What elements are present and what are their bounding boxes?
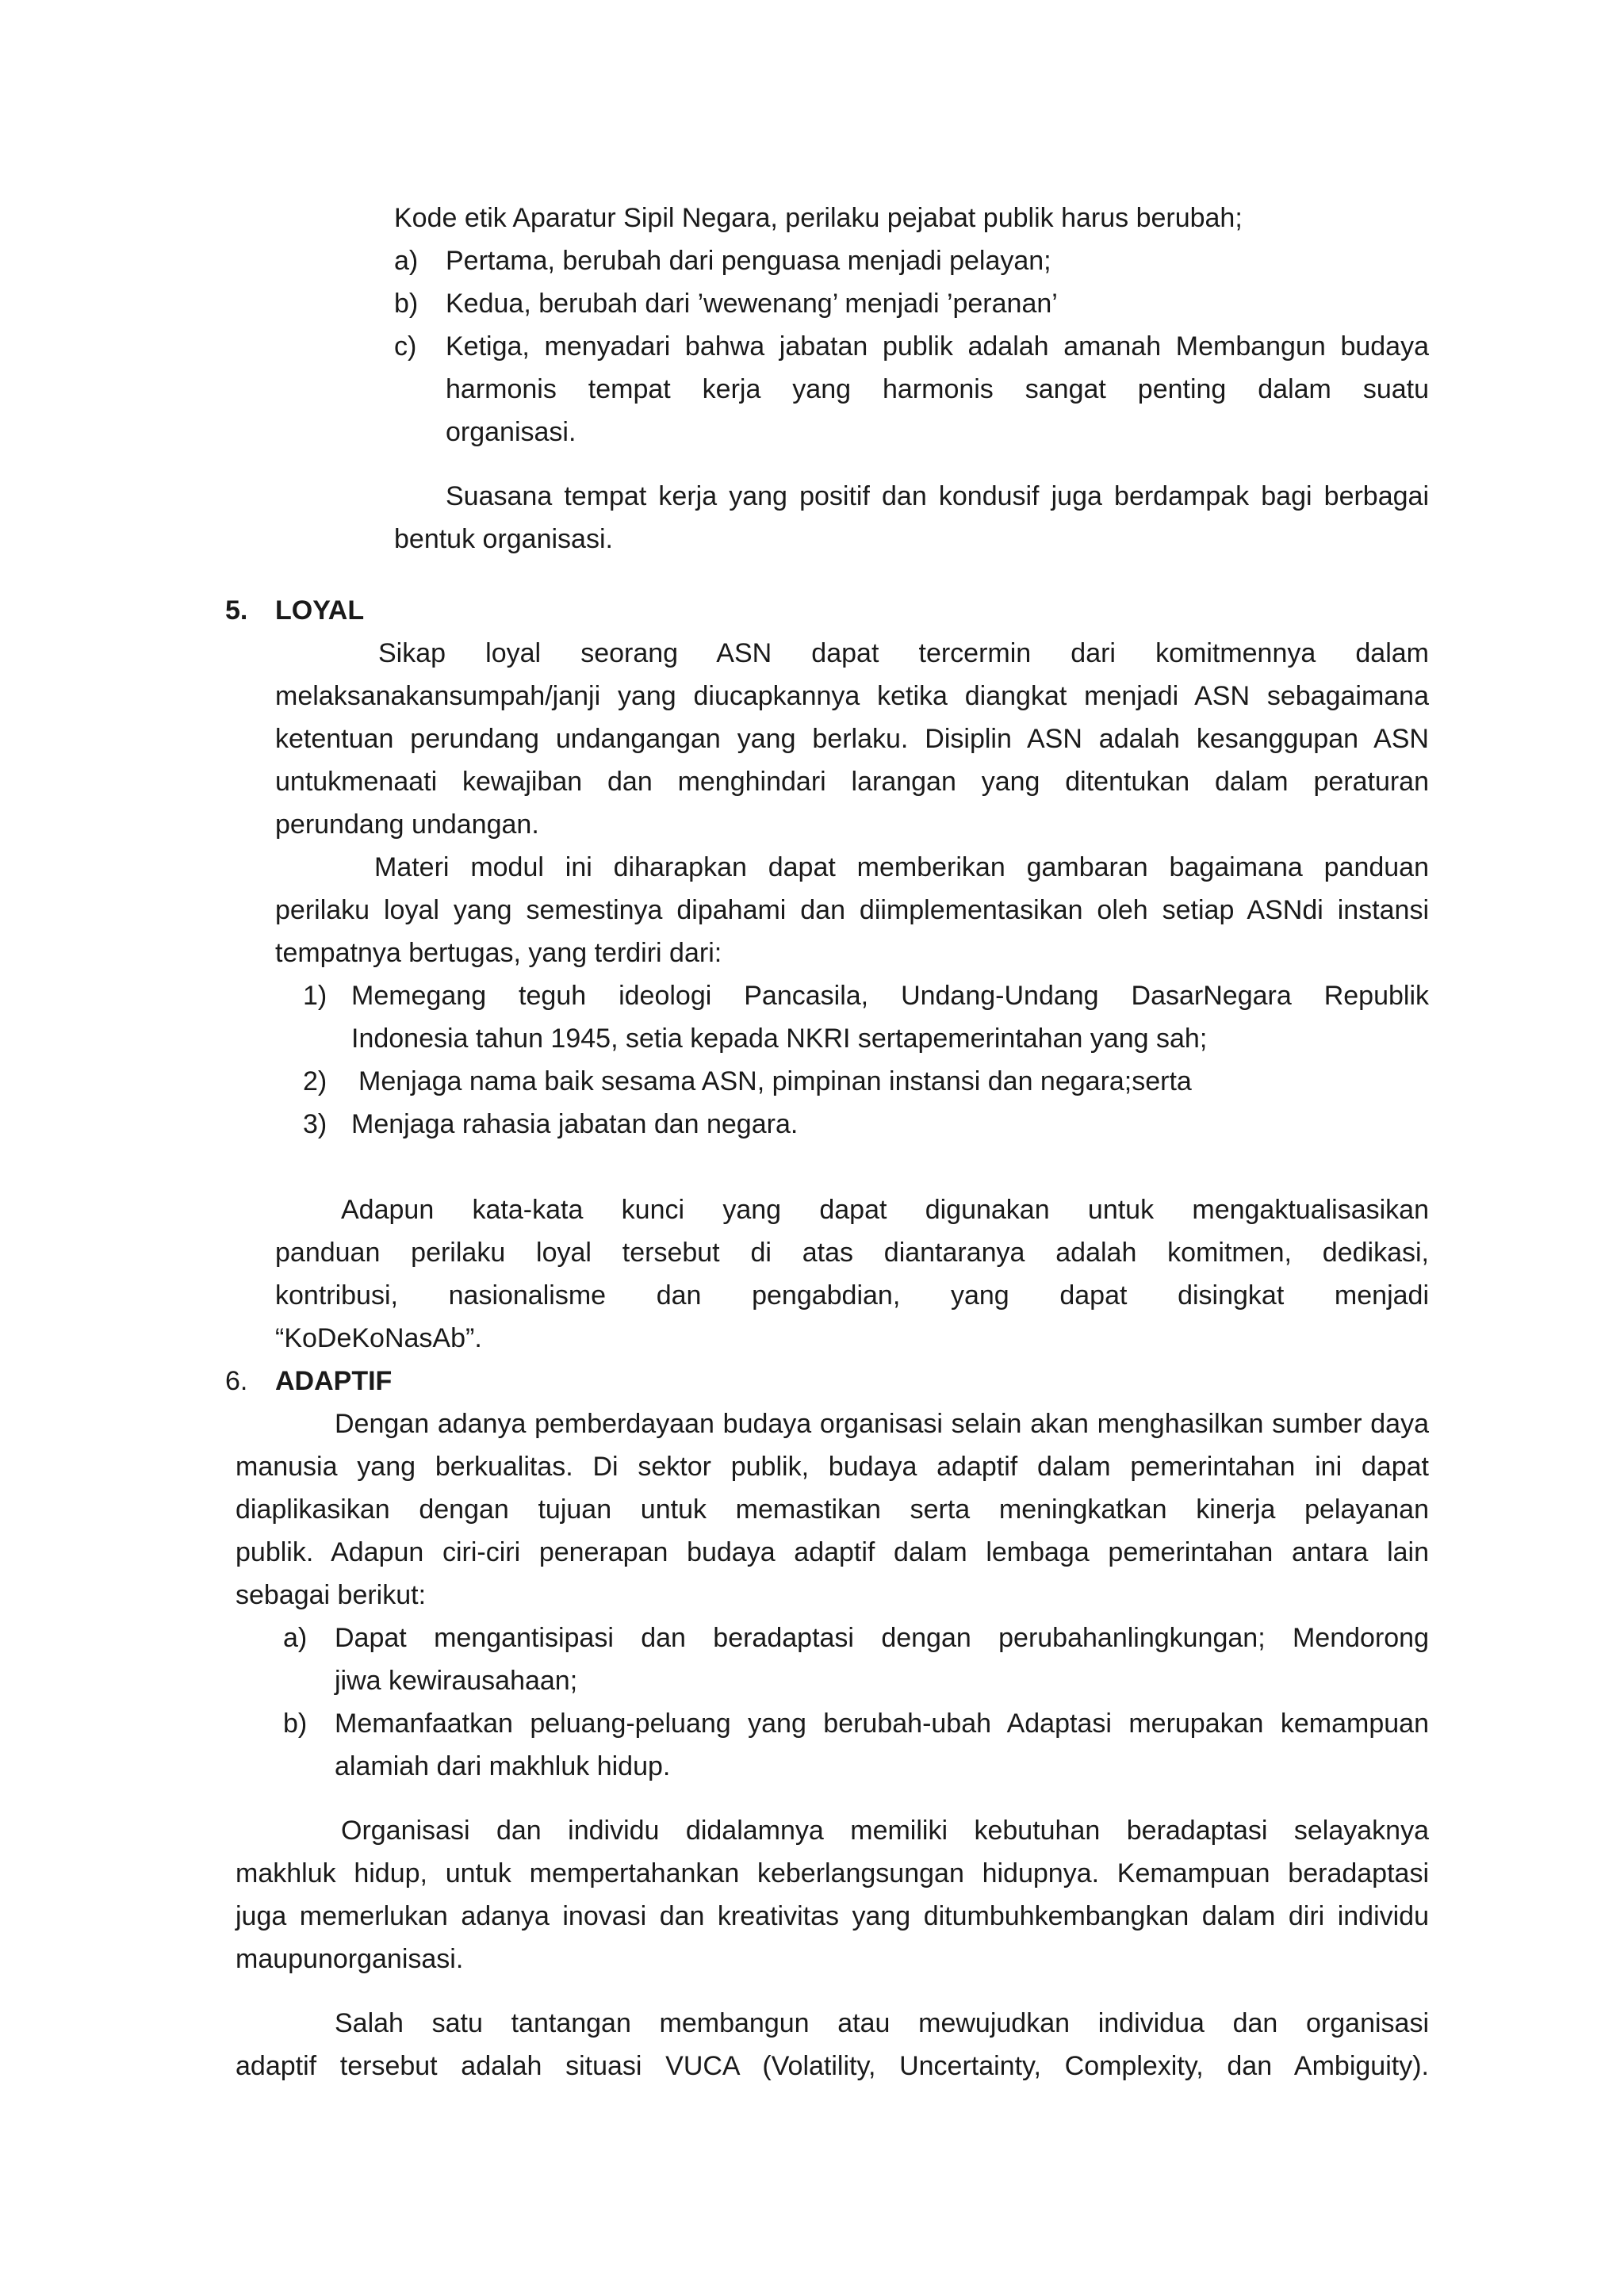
- list-marker: c): [394, 331, 417, 362]
- paragraph-line: adaptif tersebut adalah situasi VUCA (Volatility, Uncertainty, Complexity, dan Ambiguity).: [236, 2051, 1429, 2081]
- list-item-text: harmonis tempat kerja yang harmonis sangat penting dalam suatu: [446, 374, 1429, 404]
- intro-line: Kode etik Aparatur Sipil Negara, perilaku pejabat publik harus berubah;: [394, 203, 1243, 233]
- list-item-text: Kedua, berubah dari ’wewenang’ menjadi ’peranan’: [446, 289, 1058, 319]
- list-marker: 2): [303, 1066, 327, 1096]
- list-marker: a): [283, 1623, 308, 1653]
- paragraph-line: melaksanakansumpah/janji yang diucapkannya ketika diangkat menjadi ASN sebagaimana: [275, 681, 1429, 711]
- list-marker: 1): [303, 981, 327, 1011]
- paragraph-line: manusia yang berkualitas. Di sektor publik, budaya adaptif dalam pemerintahan ini dapat: [236, 1452, 1429, 1482]
- paragraph-line: ketentuan perundang undangangan yang berlaku. Disiplin ASN adalah kesanggupan ASN: [275, 724, 1429, 754]
- paragraph-line: juga memerlukan adanya inovasi dan kreativitas yang ditumbuhkembangkan dalam diri individu: [236, 1901, 1429, 1931]
- list-marker: b): [283, 1709, 308, 1739]
- paragraph-line: publik. Adapun ciri-ciri penerapan budaya adaptif dalam lembaga pemerintahan antara lain: [236, 1537, 1429, 1567]
- list-item-text: jiwa kewirausahaan;: [335, 1666, 578, 1696]
- list-item-text: Menjaga nama baik sesama ASN, pimpinan instansi dan negara;serta: [358, 1066, 1192, 1096]
- paragraph-line: maupunorganisasi.: [236, 1944, 464, 1974]
- paragraph-line: panduan perilaku loyal tersebut di atas diantaranya adalah komitmen, dedikasi,: [275, 1238, 1429, 1268]
- list-marker: b): [394, 289, 419, 319]
- paragraph-line: Adapun kata-kata kunci yang dapat digunakan untuk mengaktualisasikan: [341, 1195, 1429, 1225]
- list-item-text: Pertama, berubah dari penguasa menjadi pelayan;: [446, 246, 1051, 276]
- paragraph-line: Suasana tempat kerja yang positif dan kondusif juga berdampak bagi berbagai: [446, 481, 1429, 511]
- list-marker: 3): [303, 1109, 327, 1139]
- paragraph-line: untukmenaati kewajiban dan menghindari larangan yang ditentukan dalam peraturan: [275, 767, 1429, 797]
- paragraph-line: Organisasi dan individu didalamnya memiliki kebutuhan beradaptasi selayaknya: [341, 1816, 1429, 1846]
- paragraph-line: perundang undangan.: [275, 809, 539, 840]
- list-marker: a): [394, 246, 419, 276]
- section-number: 5.: [225, 595, 248, 626]
- section-heading: ADAPTIF: [275, 1366, 393, 1396]
- list-item-text: alamiah dari makhluk hidup.: [335, 1751, 671, 1781]
- paragraph-line: “KoDeKoNasAb”.: [275, 1323, 482, 1353]
- paragraph-line: makhluk hidup, untuk mempertahankan keberlangsungan hidupnya. Kemampuan beradaptasi: [236, 1858, 1429, 1888]
- paragraph-line: sebagai berikut:: [236, 1580, 427, 1610]
- paragraph-line: diaplikasikan dengan tujuan untuk memastikan serta meningkatkan kinerja pelayanan: [236, 1494, 1429, 1525]
- paragraph-line: tempatnya bertugas, yang terdiri dari:: [275, 938, 722, 968]
- list-item-text: Memegang teguh ideologi Pancasila, Undang-Undang DasarNegara Republik: [351, 981, 1429, 1011]
- list-item-text: organisasi.: [446, 417, 576, 447]
- paragraph-line: bentuk organisasi.: [394, 524, 613, 554]
- section-heading: LOYAL: [275, 595, 365, 626]
- paragraph-line: Materi modul ini diharapkan dapat memberikan gambaran bagaimana panduan: [374, 852, 1429, 882]
- list-item-text: Memanfaatkan peluang-peluang yang berubah-ubah Adaptasi merupakan kemampuan: [335, 1709, 1429, 1739]
- list-item-text: Ketiga, menyadari bahwa jabatan publik adalah amanah Membangun budaya: [446, 331, 1429, 362]
- list-item-text: Menjaga rahasia jabatan dan negara.: [351, 1109, 799, 1139]
- paragraph-line: kontribusi, nasionalisme dan pengabdian, yang dapat disingkat menjadi: [275, 1280, 1429, 1311]
- paragraph-line: Dengan adanya pemberdayaan budaya organisasi selain akan menghasilkan sumber daya: [335, 1409, 1429, 1439]
- list-item-text: Dapat mengantisipasi dan beradaptasi dengan perubahanlingkungan; Mendorong: [335, 1623, 1429, 1653]
- section-number: 6.: [225, 1366, 248, 1396]
- list-item-text: Indonesia tahun 1945, setia kepada NKRI sertapemerintahan yang sah;: [351, 1024, 1208, 1054]
- paragraph-line: Salah satu tantangan membangun atau mewujudkan individua dan organisasi: [335, 2008, 1429, 2038]
- paragraph-line: perilaku loyal yang semestinya dipahami dan diimplementasikan oleh setiap ASNdi instansi: [275, 895, 1429, 925]
- paragraph-line: Sikap loyal seorang ASN dapat tercermin dari komitmennya dalam: [378, 638, 1429, 668]
